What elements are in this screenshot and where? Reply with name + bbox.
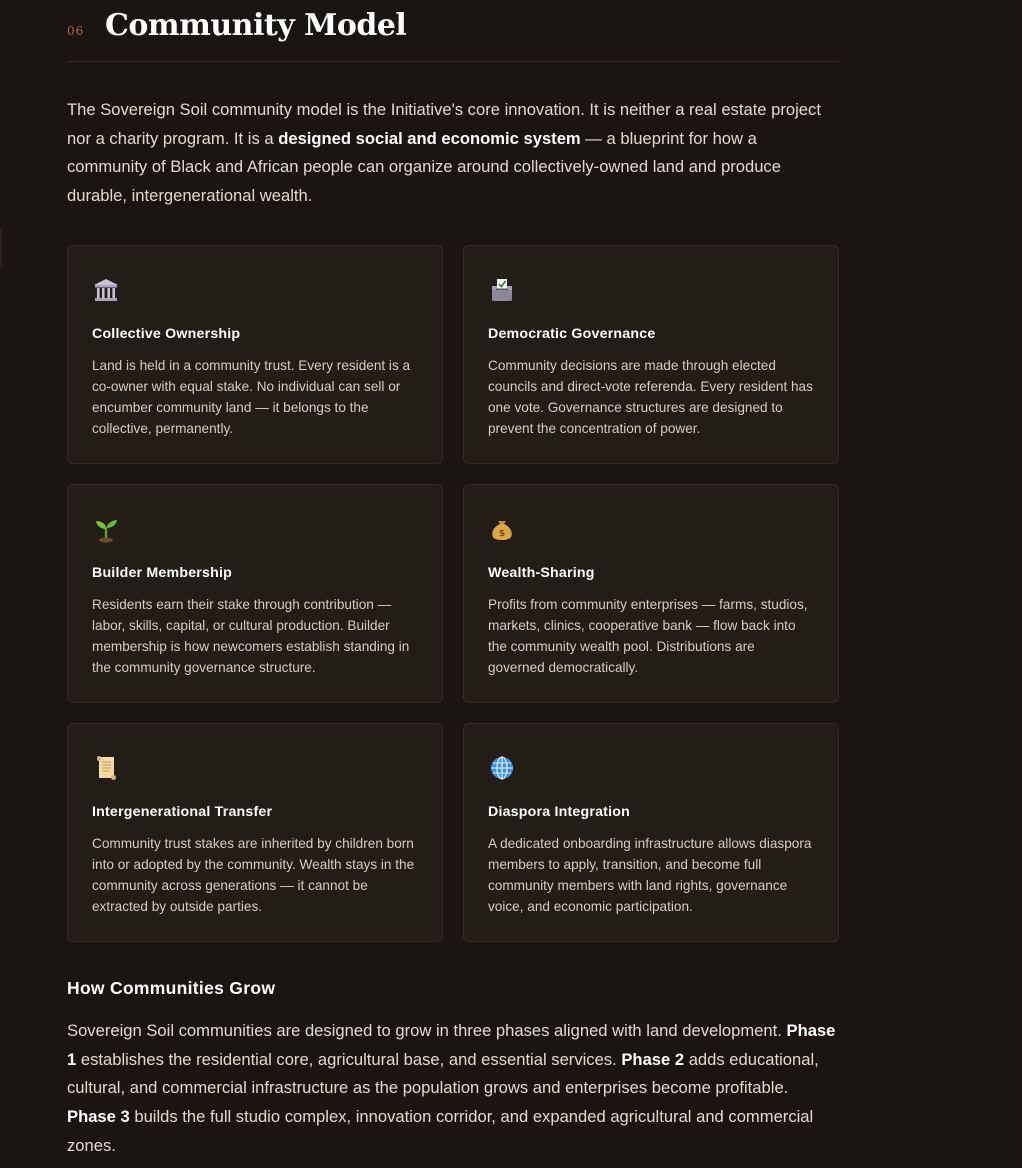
phase-3-text: builds the full studio complex, innovation corridor, and expanded agricultural and commercial zones.	[67, 1106, 814, 1155]
left-edge-marker	[0, 228, 2, 266]
card-description: Community trust stakes are inherited by children born into or adopted by the community. Wealth stays in the community across generations — it cannot be extracted by outside parties.	[92, 835, 415, 914]
card-description: Residents earn their stake through contribution — labor, skills, capital, or cultural production. Builder membership is how newcomers establish standing in the community governance structure.	[92, 596, 410, 675]
section-title: Community Model	[105, 8, 407, 43]
section-number: 06	[67, 24, 85, 38]
scroll-icon	[92, 754, 120, 782]
intro-text-start: The Sovereign Soil community model is the Initiative's core innovation. It is neither a real estate project nor a charity program. It is a	[67, 100, 821, 148]
section-header	[67, 0, 839, 62]
card-description: Profits from community enterprises — farms, studios, markets, clinics, cooperative bank — flow back into the community wealth pool. Distributions are governed democratically.	[488, 596, 808, 675]
money-bag-icon	[488, 515, 516, 543]
growth-intro-text: Sovereign Soil communities are designed to grow in three phases aligned with land development.	[67, 1020, 787, 1040]
card-title: Wealth-Sharing	[488, 564, 595, 581]
globe-icon	[488, 754, 516, 782]
intro-bold-text: designed social and economic system	[278, 128, 581, 148]
card-title: Intergenerational Transfer	[92, 803, 273, 820]
growth-phases-paragraph	[67, 1017, 839, 1161]
phase-3-label: Phase 3	[67, 1106, 130, 1126]
card-title: Democratic Governance	[488, 325, 656, 342]
subsection-title: How Communities Grow	[67, 977, 276, 998]
card-title: Collective Ownership	[92, 325, 241, 342]
card-description: Community decisions are made through elected councils and direct-vote referenda. Every resident has one vote. Governance structures are designed to prevent the concentration of power.	[488, 357, 813, 436]
card-builder-membership	[67, 484, 443, 703]
phase-1-text: establishes the residential core, agricultural base, and essential services.	[76, 1049, 622, 1069]
phase-2-text: adds educational, cultural, and commercial infrastructure as the population grows and enterprises become profitable.	[67, 1049, 819, 1098]
card-description: Land is held in a community trust. Every resident is a co-owner with equal stake. No individual can sell or encumber community land — it belongs to the collective, permanently.	[92, 357, 411, 436]
intro-text-end: — a blueprint for how a community of Black and African people can organize around collectively-owned land and produce durable, intergenerational wealth.	[67, 128, 781, 206]
card-wealth-sharing	[463, 484, 839, 703]
seedling-icon	[92, 515, 120, 543]
card-collective-ownership	[67, 245, 443, 464]
svg-text:$: $	[498, 528, 506, 539]
intro-paragraph	[67, 96, 839, 211]
card-title: Builder Membership	[92, 564, 232, 581]
card-title: Diaspora Integration	[488, 803, 630, 820]
card-description: A dedicated onboarding infrastructure allows diaspora members to apply, transition, and become full community members with land rights, governance voice, and economic participation.	[488, 835, 812, 914]
phase-1-label: Phase 1	[67, 1020, 836, 1069]
ballot-box-icon	[488, 276, 516, 304]
card-diaspora-integration	[463, 723, 839, 942]
model-cards-grid	[67, 245, 839, 942]
card-democratic-governance	[463, 245, 839, 464]
community-model-section	[67, 0, 839, 1160]
bank-icon	[92, 276, 120, 304]
phase-2-label: Phase 2	[621, 1049, 685, 1069]
card-intergenerational-transfer	[67, 723, 443, 942]
